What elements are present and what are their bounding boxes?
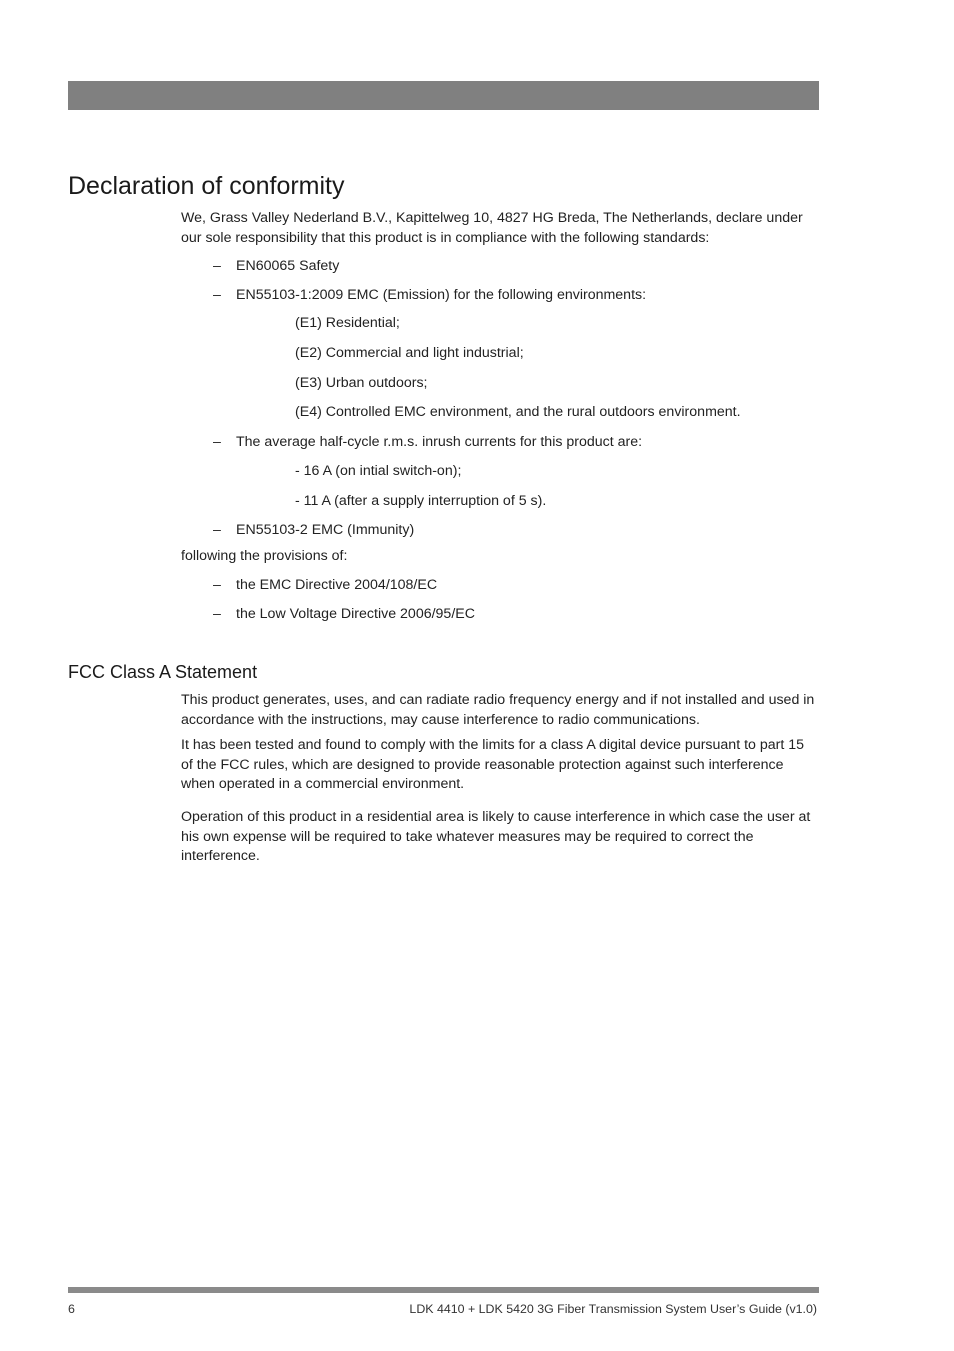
provision-item: the EMC Directive 2004/108/EC	[236, 577, 438, 593]
standard-item: The average half-cycle r.m.s. inrush currents for this product are:	[236, 434, 643, 450]
fcc-paragraph: This product generates, uses, and can radiate radio frequency energy and if not installed and used in accordance with the instructions, may cause interference to radio communications.	[181, 692, 815, 728]
fcc-paragraph: Operation of this product in a residential area is likely to cause interference in which case the user at his own expense will be required to take whatever measures may be required to correct the interference.	[181, 809, 811, 864]
footer-bar	[68, 1287, 819, 1293]
page-number: 6	[68, 1302, 75, 1316]
list-dash: –	[213, 434, 221, 450]
standard-item: EN60065 Safety	[236, 258, 340, 274]
footer-doc-title: LDK 4410 + LDK 5420 3G Fiber Transmission System User’s Guide (v1.0)	[409, 1302, 817, 1316]
list-dash: –	[213, 577, 221, 593]
list-dash: –	[213, 258, 221, 274]
inrush-item: - 16 A (on intial switch-on);	[295, 463, 462, 479]
list-dash: –	[213, 287, 221, 303]
fcc-heading: FCC Class A Statement	[68, 662, 258, 682]
page-title: Declaration of conformity	[68, 172, 345, 200]
provisions-intro: following the provisions of:	[181, 548, 348, 564]
provision-item: the Low Voltage Directive 2006/95/EC	[236, 606, 475, 622]
list-dash: –	[213, 522, 221, 538]
environment-item: (E1) Residential;	[295, 315, 400, 331]
environment-item: (E3) Urban outdoors;	[295, 375, 428, 391]
standard-item: EN55103-1:2009 EMC (Emission) for the following environments:	[236, 287, 647, 303]
list-dash: –	[213, 606, 221, 622]
fcc-paragraph: It has been tested and found to comply with the limits for a class A digital device pursuant to part 15 of the FCC rules, which are designed to provide reasonable protection against such interference when operated in a commercial environment.	[181, 737, 805, 792]
inrush-item: - 11 A (after a supply interruption of 5 s).	[295, 493, 547, 509]
environment-item: (E2) Commercial and light industrial;	[295, 345, 524, 361]
environment-item: (E4) Controlled EMC environment, and the rural outdoors environment.	[295, 404, 741, 420]
declaration-intro: We, Grass Valley Nederland B.V., Kapittelweg 10, 4827 HG Breda, The Netherlands, declare under our sole responsibility that this product is in compliance with the following standards:	[181, 210, 803, 246]
header-bar	[68, 81, 819, 110]
standard-item: EN55103-2 EMC (Immunity)	[236, 522, 415, 538]
